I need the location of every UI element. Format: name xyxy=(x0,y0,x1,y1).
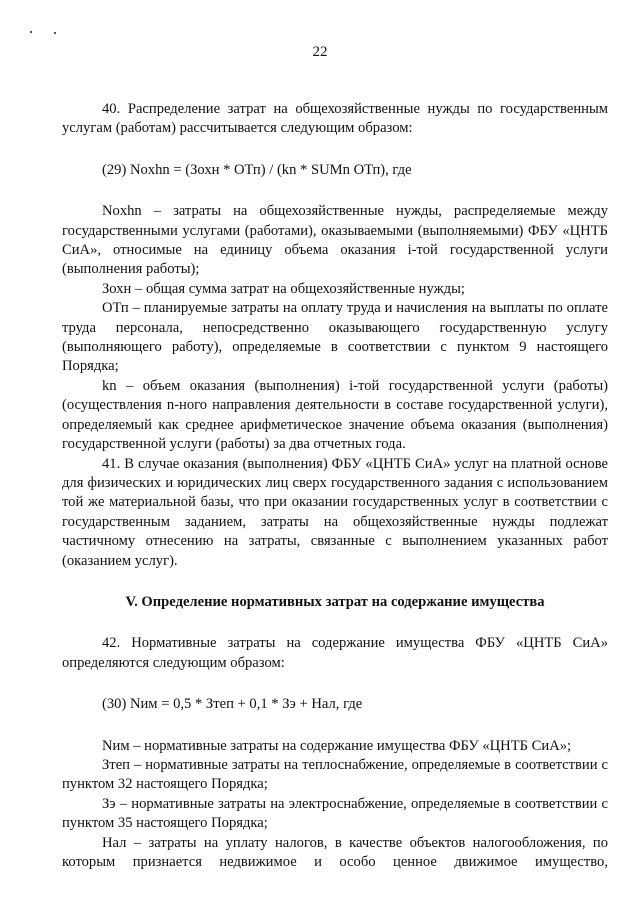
definition-otp: ОТп – планируемые затраты на оплату труда и начисления на выплаты по оплате труда персонала, непосредственно оказывающего государственную услугу (выполняющего работу), определяемые в соответствии с пунктом 9 настоящего Порядка; xyxy=(62,300,608,375)
definition-nal: Нал – затраты на уплату налогов, в качестве объектов налогообложения, по которым признается недвижимое и особо ценное движимое имущество, xyxy=(62,834,608,870)
page-number: 22 xyxy=(312,44,328,60)
scan-speck xyxy=(30,31,32,33)
paragraph-40-intro: 40. Распределение затрат на общехозяйственные нужды по государственным услугам (работам) рассчитывается следующим образом: xyxy=(62,101,608,137)
paragraph-42-intro: 42. Нормативные затраты на содержание имущества ФБУ «ЦНТБ СиА» определяются следующим образом: xyxy=(62,635,608,671)
definition-nim: Nим – нормативные затраты на содержание имущества ФБУ «ЦНТБ СиА»; xyxy=(102,737,572,754)
paragraph-41: 41. В случае оказания (выполнения) ФБУ «ЦНТБ СиА» услуг на платной основе для физических и юридических лиц сверх государственного задания с использованием той же материальной базы, что при оказании государственных услуг в соответствии с государственным заданием, затраты на общехозяйственные нужды подлежат частичному отнесению на затраты, связанные с выполнением указанных работ (оказанием услуг). xyxy=(62,455,608,569)
section-heading-v: V. Определение нормативных затрат на содержание имущества xyxy=(125,593,545,610)
definition-ze: Зэ – нормативные затраты на электроснабжение, определяемые в соответствии с пунктом 35 настоящего Порядка; xyxy=(62,795,608,832)
formula-30: (30) Nим = 0,5 * Зтеп + 0,1 * Зэ + Нал, где xyxy=(102,696,363,713)
formula-29: (29) Noxhn = (Зохн * ОТп) / (kn * SUMn ОТп), где xyxy=(102,161,412,178)
document-body xyxy=(62,100,608,872)
definition-ztep: Зтеп – нормативные затраты на теплоснабжение, определяемые в соответствии с пунктом 32 настоящего Порядка; xyxy=(62,756,608,793)
scan-speck xyxy=(54,32,56,34)
definition-kn: kn – объем оказания (выполнения) i-той государственной услуги (работы) (осуществления n-ного направления деятельности в составе государственной услуги), определяемый как среднее арифметическое значение объема оказания (выполнения) государственной услуги (работы) за два отчетных года. xyxy=(62,377,608,453)
definition-noxhn: Noxhn – затраты на общехозяйственные нужды, распределяемые между государственными услугами (работами), оказываемыми (выполняемыми) ФБУ «ЦНТБ СиА», относимые на единицу объема оказания i-той государственной услуги (выполнения работы); xyxy=(62,203,608,278)
definition-zoxn: Зохн – общая сумма затрат на общехозяйственные нужды; xyxy=(102,280,465,297)
